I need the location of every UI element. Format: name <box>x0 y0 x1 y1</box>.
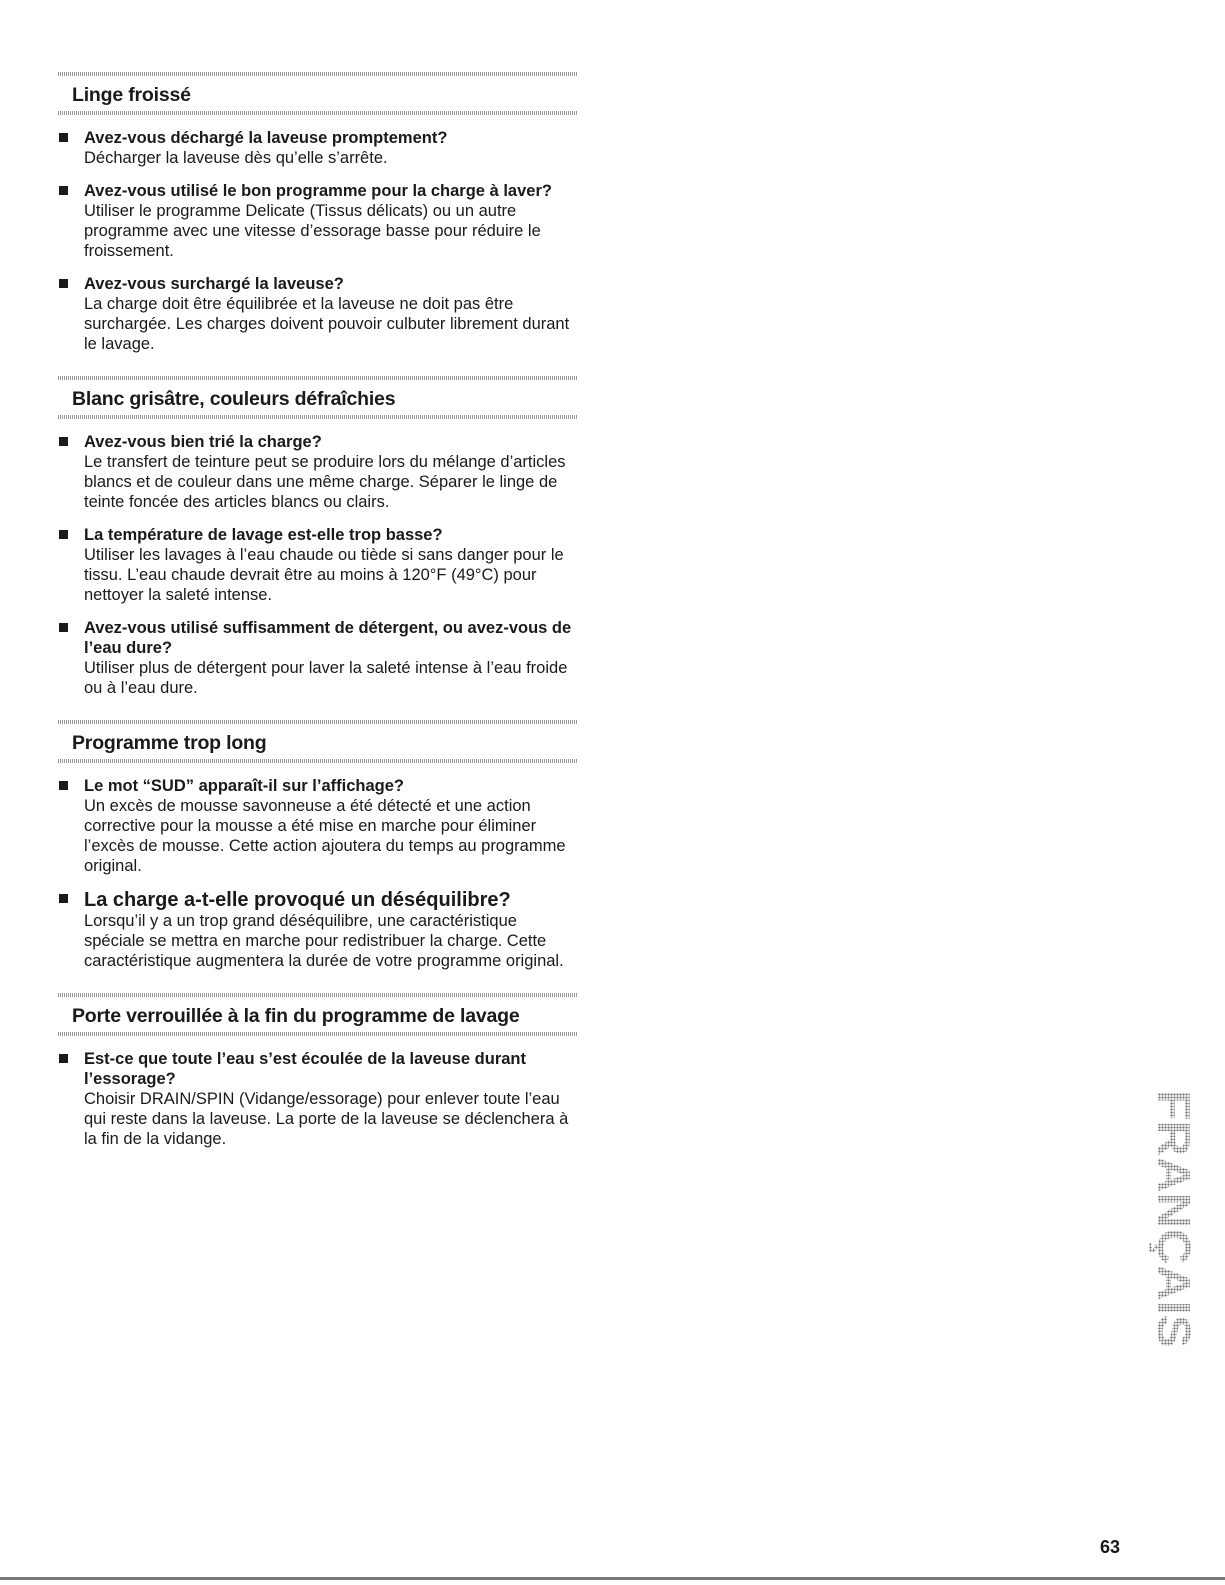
square-bullet-icon <box>59 781 68 790</box>
square-bullet-icon <box>59 894 68 903</box>
square-bullet-icon <box>59 1054 68 1063</box>
square-bullet-icon <box>59 133 68 142</box>
answer: Le transfert de teinture peut se produire lors du mélange d’articles blancs et de couleur dans une même charge. Séparer le linge de teinte foncée des articles blancs ou clairs. <box>84 453 566 511</box>
section-linge-froisse <box>58 72 578 354</box>
answer: Utiliser plus de détergent pour laver la saleté intense à l’eau froide ou à l’eau dure. <box>84 659 568 697</box>
section-rule-top <box>58 72 578 76</box>
section-title: Programme trop long <box>72 732 267 754</box>
question-list <box>58 128 578 354</box>
page-number: 63 <box>1100 1537 1121 1557</box>
question: Le mot “SUD” apparaît-il sur l’affichage? <box>84 777 404 795</box>
answer: Choisir DRAIN/SPIN (Vidange/essorage) pour enlever toute l’eau qui reste dans la laveuse. La porte de la laveuse se déclenchera à la fin de la vidange. <box>84 1090 569 1148</box>
section-rule-top <box>58 720 578 724</box>
answer: Un excès de mousse savonneuse a été détecté et une action corrective pour la mousse a été mise en marche pour éliminer l’excès de mousse. Cette action ajoutera du temps au programme original. <box>84 797 566 875</box>
question: Avez-vous surchargé la laveuse? <box>84 275 344 293</box>
section-rule-top <box>58 376 578 380</box>
section-title: Linge froissé <box>72 84 191 106</box>
question: La température de lavage est-elle trop basse? <box>84 526 443 544</box>
list-item <box>58 181 578 261</box>
section-rule-bottom <box>58 759 578 763</box>
section-title: Porte verrouillée à la fin du programme de lavage <box>72 1005 520 1027</box>
question-list <box>58 432 578 698</box>
question: Est-ce que toute l’eau s’est écoulée de la laveuse durant l’essorage? <box>84 1050 526 1088</box>
bottom-rule <box>0 1577 1225 1580</box>
square-bullet-icon <box>59 437 68 446</box>
section-rule-bottom <box>58 111 578 115</box>
section-rule-bottom <box>58 1032 578 1036</box>
list-item <box>58 889 578 971</box>
answer: Décharger la laveuse dès qu’elle s’arrête. <box>84 149 388 167</box>
list-item <box>58 525 578 605</box>
section-programme-trop-long <box>58 720 578 971</box>
section-blanc-grisatre <box>58 376 578 698</box>
square-bullet-icon <box>59 530 68 539</box>
side-language-label: FRANÇAIS <box>1148 1090 1200 1328</box>
list-item <box>58 1049 578 1149</box>
list-item <box>58 128 578 168</box>
list-item <box>58 618 578 698</box>
question: Avez-vous utilisé suffisamment de détergent, ou avez-vous de l’eau dure? <box>84 619 572 657</box>
list-item <box>58 776 578 876</box>
section-rule-top <box>58 993 578 997</box>
section-title: Blanc grisâtre, couleurs défraîchies <box>72 388 396 410</box>
answer: Lorsqu’il y a un trop grand déséquilibre, une caractéristique spéciale se mettra en marche pour redistribuer la charge. Cette caractéristique augmentera la durée de votre programme original. <box>84 912 564 970</box>
answer: La charge doit être équilibrée et la laveuse ne doit pas être surchargée. Les charges doivent pouvoir culbuter librement durant le lavage. <box>84 295 570 353</box>
answer: Utiliser les lavages à l’eau chaude ou tiède si sans danger pour le tissu. L’eau chaude devrait être au moins à 120°F (49°C) pour nettoyer la saleté intense. <box>84 546 564 604</box>
question: Avez-vous déchargé la laveuse promptement? <box>84 129 448 147</box>
square-bullet-icon <box>59 186 68 195</box>
question-list <box>58 776 578 971</box>
content-column <box>58 72 578 1157</box>
question: Avez-vous utilisé le bon programme pour la charge à laver? <box>84 182 552 200</box>
square-bullet-icon <box>59 623 68 632</box>
section-rule-bottom <box>58 415 578 419</box>
square-bullet-icon <box>59 279 68 288</box>
question: La charge a-t-elle provoqué un déséquilibre? <box>84 889 511 911</box>
side-language-tab <box>1142 1090 1200 1348</box>
list-item <box>58 432 578 512</box>
section-porte-verrouillee <box>58 993 578 1149</box>
list-item <box>58 274 578 354</box>
question-list <box>58 1049 578 1149</box>
question: Avez-vous bien trié la charge? <box>84 433 322 451</box>
answer: Utiliser le programme Delicate (Tissus délicats) ou un autre programme avec une vitesse d’essorage basse pour réduire le froissement. <box>84 202 541 260</box>
